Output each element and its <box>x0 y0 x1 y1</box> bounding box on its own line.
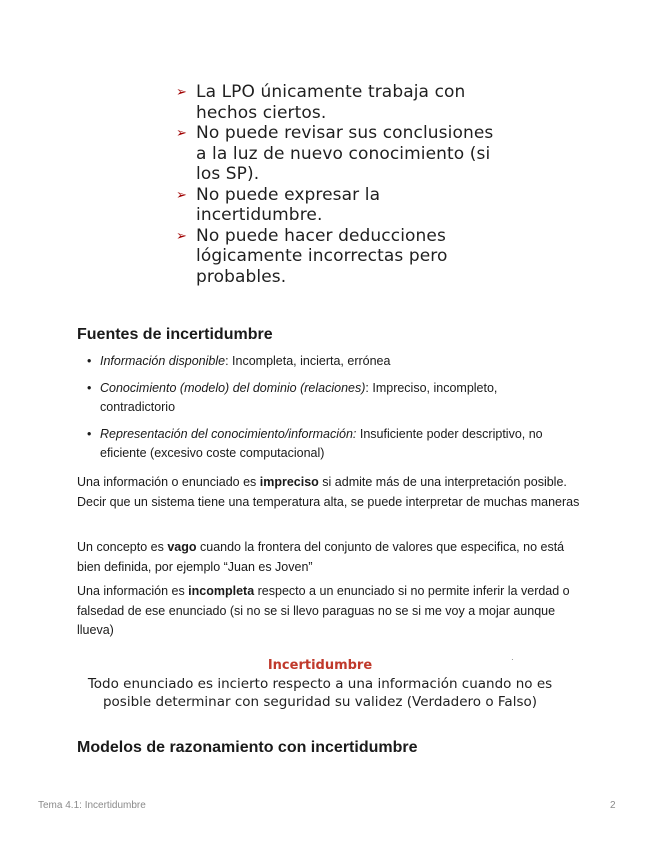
text-run: Un concepto es <box>77 540 168 554</box>
item-term: Información disponible <box>100 354 226 368</box>
list-item <box>82 379 562 417</box>
slide-item-text: No puede hacer deducciones lógicamente incorrectas pero probables. <box>196 225 448 287</box>
item-text: Insuficiente poder descriptivo, no eficiente (excesivo coste computacional) <box>100 427 543 460</box>
bold-term: impreciso <box>259 475 319 489</box>
slide-item <box>174 185 494 226</box>
slide-item <box>174 123 494 185</box>
arrow-bullet-icon: ➢ <box>176 228 187 244</box>
item-sep: : <box>225 354 233 368</box>
item-sep: : <box>365 381 373 395</box>
bullet-dot-icon: • <box>87 381 92 395</box>
paragraph-impreciso <box>77 473 582 512</box>
slide-item-text: No puede expresar la incertidumbre. <box>196 184 381 225</box>
arrow-bullet-icon: ➢ <box>176 85 187 100</box>
definition-text: Todo enunciado es incierto respecto a una información cuando no es posible determinar con seguridad su validez (Verdadero o Falso) <box>87 676 553 710</box>
bold-term: vago <box>167 540 197 554</box>
definition-title: Incertidumbre <box>267 658 373 673</box>
text-run: Una información o enunciado es <box>77 475 260 489</box>
bold-term: incompleta <box>188 584 255 598</box>
arrow-bullet-icon: ➢ <box>176 187 187 203</box>
slide-item <box>174 226 494 288</box>
page-number: 2 <box>610 800 616 811</box>
slide-item <box>174 82 494 123</box>
slide-item-text: La LPO únicamente trabaja con hechos ciertos. <box>196 82 466 123</box>
paragraph-incompleta <box>77 582 582 641</box>
section-heading-fuentes: Fuentes de incertidumbre <box>77 326 273 343</box>
bullet-dot-icon: • <box>87 354 92 368</box>
bullet-dot-icon: • <box>87 427 92 441</box>
item-text: Impreciso, incompleto, contradictorio <box>100 381 498 414</box>
arrow-bullet-icon: ➢ <box>176 126 187 141</box>
paragraph-vago <box>77 538 582 577</box>
slide-item-text: No puede revisar sus conclusiones a la luz de nuevo conocimiento (si los SP). <box>196 123 494 184</box>
text-run: Una información es <box>77 584 189 598</box>
item-text: Incompleta, incierta, errónea <box>232 354 391 368</box>
item-term: Conocimiento (modelo) del dominio (relaciones) <box>100 381 366 395</box>
text-run: cuando la frontera del conjunto de valores que especifica, no está bien definida, por ejemplo “Juan es Joven” <box>77 540 565 574</box>
list-item <box>82 352 562 371</box>
footer-title: Tema 4.1: Incertidumbre <box>38 800 146 811</box>
text-run: respecto a un enunciado si no permite inferir la verdad o falsedad de ese enunciado (si no se si llevo paraguas no se si me voy a mojar aunque llueva) <box>77 584 570 637</box>
item-term: Representación del conocimiento/información: <box>100 427 357 441</box>
stray-mark: · <box>511 655 514 664</box>
uncertainty-sources-list <box>82 352 562 471</box>
text-run: si admite más de una interpretación posible. Decir que un sistema tiene una temperatura alta, se puede interpretar de muchas maneras <box>77 475 580 509</box>
list-item <box>82 425 562 463</box>
section-heading-modelos: Modelos de razonamiento con incertidumbre <box>77 739 418 756</box>
slide-list <box>174 82 494 287</box>
